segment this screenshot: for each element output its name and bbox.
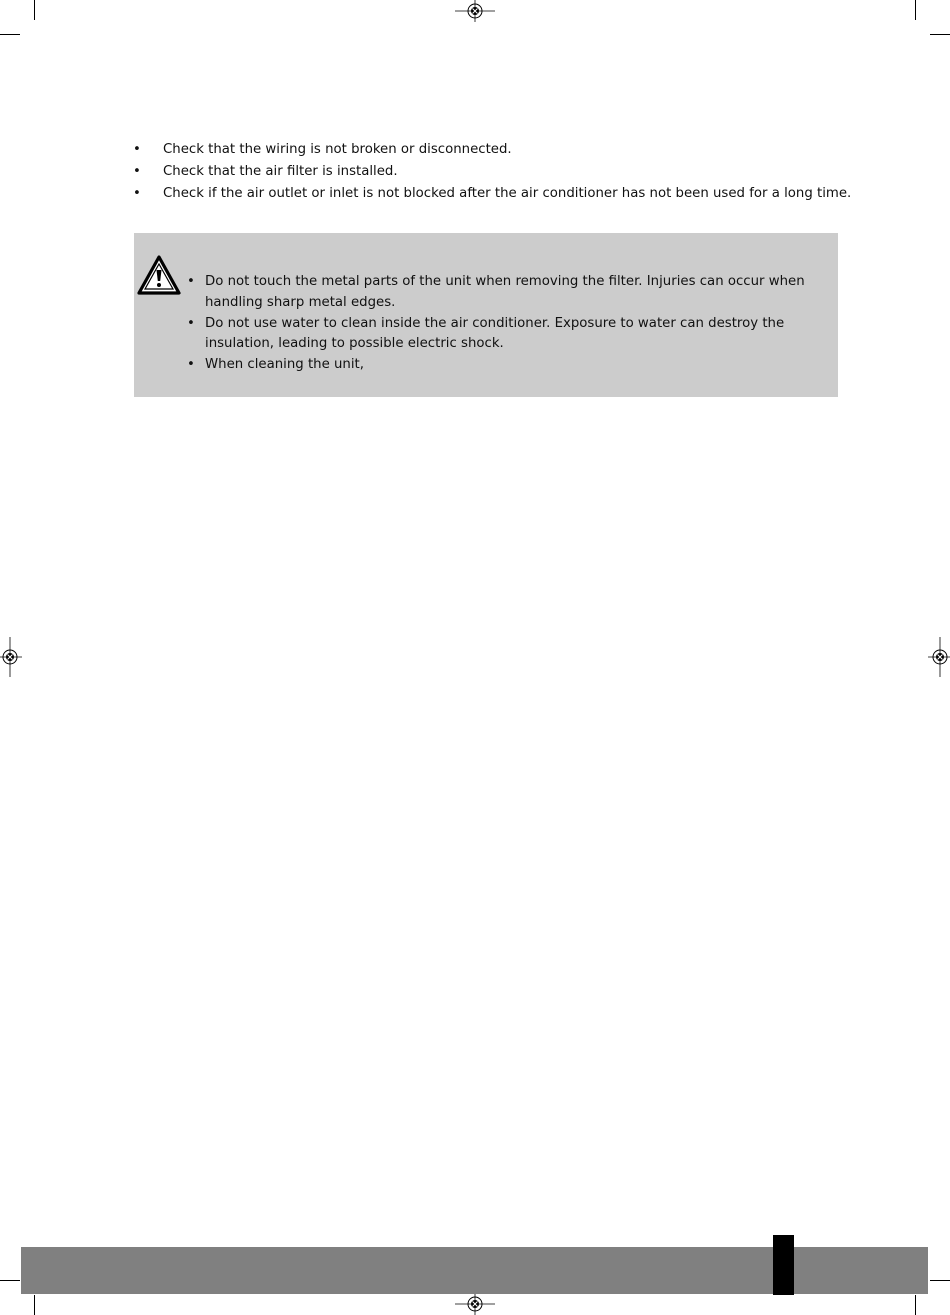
crop-mark-bottom-right-h (930, 1280, 950, 1281)
warning-triangle-icon (137, 255, 181, 295)
registration-mark-icon (455, 1294, 495, 1315)
crop-mark-top-left-v (34, 0, 35, 20)
check-list (133, 139, 853, 205)
warning-item-text: When cleaning the unit, (205, 357, 364, 372)
check-item-text: Check that the wiring is not broken or disconnected. (163, 142, 512, 157)
warning-box (134, 233, 838, 397)
page-tab (773, 1235, 794, 1295)
crop-mark-top-left-h (0, 34, 20, 35)
crop-mark-bottom-left-v (34, 1295, 35, 1315)
warning-item-text: Do not use water to clean inside the air conditioner. Exposure to water can destroy the insulation, leading to possible electric shock. (205, 315, 785, 351)
bullet: • (187, 274, 195, 289)
bullet: • (133, 164, 141, 179)
crop-mark-top-right-h (930, 34, 950, 35)
list-item (187, 272, 827, 313)
list-item (187, 355, 827, 376)
list-item (133, 139, 853, 161)
registration-mark-icon (0, 637, 22, 677)
registration-mark-icon (928, 637, 950, 677)
warning-list (187, 272, 827, 376)
crop-mark-bottom-right-v (915, 1295, 916, 1315)
list-item (133, 161, 853, 183)
bullet: • (187, 315, 195, 331)
list-item (187, 314, 827, 355)
bullet: • (133, 186, 141, 201)
bullet: • (187, 357, 195, 372)
registration-mark-icon (455, 0, 495, 22)
crop-mark-bottom-left-h (0, 1280, 20, 1281)
check-item-text: Check if the air outlet or inlet is not blocked after the air conditioner has not been used for a long time. (163, 186, 852, 201)
check-item-text: Check that the air filter is installed. (163, 164, 398, 179)
bullet: • (133, 142, 141, 157)
crop-mark-top-right-v (915, 0, 916, 20)
warning-item-text: Do not touch the metal parts of the unit when removing the filter. Injuries can occur when handling sharp metal edges. (205, 274, 805, 310)
list-item (133, 183, 853, 205)
